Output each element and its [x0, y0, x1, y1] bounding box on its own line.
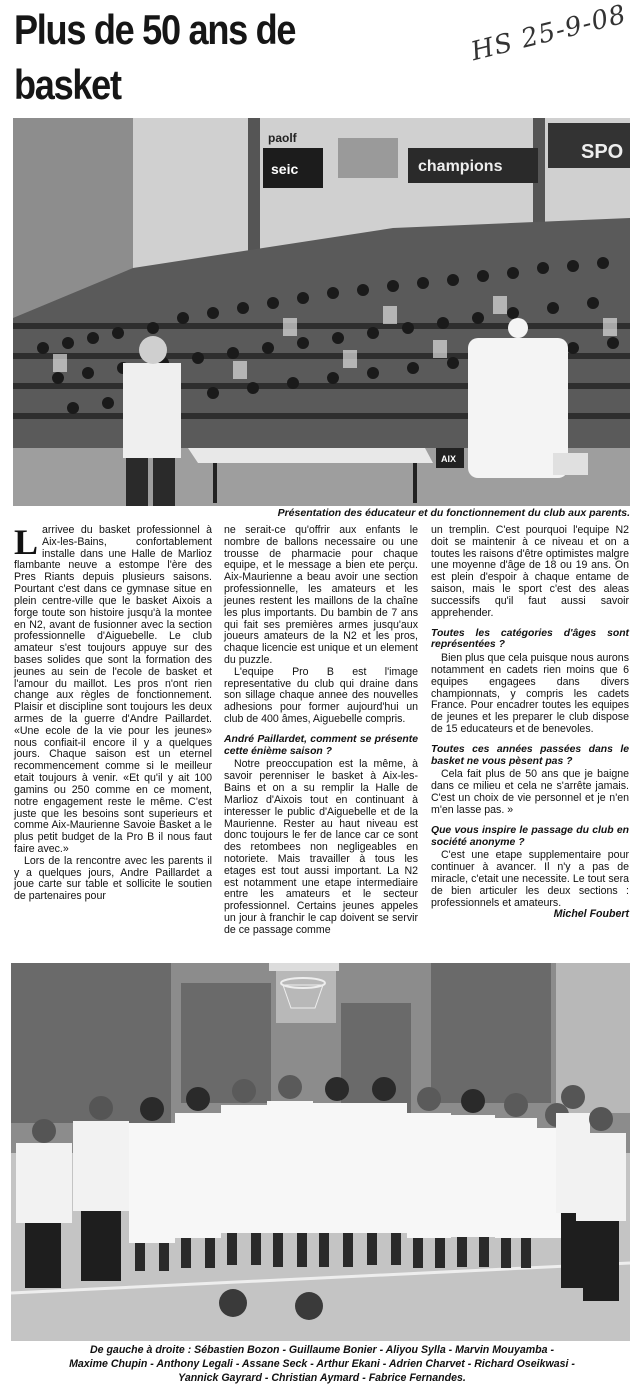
caption-line-3: Yannick Gayrard - Christian Aymard - Fabrice Fernandes.	[178, 1372, 466, 1384]
caption-line-2: Maxime Chupin - Anthony Legali - Assane Seck - Arthur Ekani - Adrien Charvet - Richard Oseikwasi -	[69, 1358, 575, 1370]
interview-question: Que vous inspire le passage du club en société anonyme ?	[431, 824, 629, 848]
banner-champions: champions	[418, 158, 503, 175]
team-photo	[11, 963, 630, 1341]
drop-cap: L	[14, 522, 39, 562]
team-lineup-illustration	[11, 963, 630, 1341]
interview-question: Toutes les catégories d'âges sont représentées ?	[431, 627, 629, 651]
interview-question: Toutes ces années passées dans le basket ne vous pèsent pas ?	[431, 743, 629, 767]
paragraph: C'est une etape supplementaire pour continuer à avancer. Il n'y a pas de miracle, c'etait une necessite. Le tout sera de bien articuler les deux sections : professionnels et amateurs.	[431, 849, 629, 909]
interview-question: André Paillardet, comment se présente cette énième saison ?	[224, 733, 418, 757]
paragraph: Lors de la rencontre avec les parents il y a quelques jours, Andre Paillardet a joue carte sur table et sollicite le soutien de partenaires pour	[14, 854, 212, 903]
paragraph: ne serait-ce qu'offrir aux enfants le nombre de ballons necessaire ou une trousse de pharmacie pour chaque equipe, et le message a bien ete perçu. Aix-Maurienne a beau avoir une section professionnelle, les amateurs et les jeunes restent les maillons de la chaîne les plus importants. Du bambin de 7 ans qui fait ses premières armes jusqu'aux joueurs amateurs de la N2 et les pros, chaque licencie est unique et un element du puzzle.	[224, 524, 418, 666]
team-photo-caption	[14, 1343, 630, 1385]
paragraph: Cela fait plus de 50 ans que je baigne dans ce milieu et cela ne s'arrête jamais. C'est un choix de vie personnel et je n'en m'en lasse pas. »	[431, 768, 629, 816]
intro-paragraph: Larrivee du basket professionnel à Aix-les-Bains, confortablement installe dans une Halle de Marlioz flambante neuve a estompe l'ère des Pres Riants depuis plusieurs saisons. Pourtant c'est dans ce gymnase situe en plein centre-ville que le basket Aixois a forge toute son histoire jusqu'à la montee en N2, avant de fusionner avec la section professionnelle d'Aiguebelle. Le club amateur s'est toujours appuye sur des bases solides que sont la formation des jeunes au sein de l'ecole de basket et l'amour du maillot. Les pros n'ont rien change aux règles de fonctionnement. Plaisir et discipline sont toujours les deux armes de la guerre d'Andre Paillardet. «Une ecole de la vie pour les jeunes» nous confiait-il encore il y a quelques jours. Chaque saison est un eternel recommencement comme si le meilleur etait toujours à venir. «Et qu'il y ait 100 gamins ou 250 comme en ce moment, notre engagement reste le même. C'est juste que les besoins sont superieurs et comme Aix-Maurienne Savoie Basket a le plus petit budget de la Pro B il nous faut faire avec.»	[14, 522, 212, 855]
author-signature: Michel Foubert	[553, 908, 629, 921]
article-column-2	[224, 525, 418, 937]
paragraph: L'equipe Pro B est l'image representative du club qui draine dans son sillage chaque annee des nouvelles adhesions pour former aujourd'hui un club de 400 âmes, Aiguebelle compris.	[224, 665, 418, 725]
article-column-1	[14, 522, 212, 903]
paragraph: Notre preoccupation est la même, à savoir perenniser le basket à Aix-les-Bains et on a su remplir la Halle de Marlioz d'Aixois tout en continuant à interesser le public d'Aiguebelle et de la Maurienne. Rester au haut niveau est donc toujours le fer de lance car ce sont des retombees non negligeables en notoriete. Mais travailler à tous les etages est tout aussi important. La N2 est notamment une etape intermediaire entre les amateurs et le secteur professionnel. Certains jeunes appeles un jour à franchir le cap doivent se servir de ce passage comme	[224, 758, 418, 936]
banner-spo: SPO	[581, 141, 624, 163]
caption-line-1: De gauche à droite : Sébastien Bozon - Guillaume Bonier - Aliyou Sylla - Marvin Mouyamba -	[89, 1344, 555, 1356]
sign-aix: AIX	[441, 454, 457, 464]
banner-paolf: paolf	[268, 131, 297, 145]
paragraph: Bien plus que cela puisque nous aurons notamment en cadets rien moins que 6 equipes engagees dans divers championnats, y compris les cadets France. Pour encadrer toutes les equipes de jeunes et les preparer le club dispose de 15 educateurs et de benevoles.	[431, 652, 629, 735]
headline-line-1: Plus de 50 ans de basket	[14, 6, 296, 108]
handwritten-date-note: HS 25-9-08	[468, 0, 630, 68]
paragraph: un tremplin. C'est pourquoi l'equipe N2 doit se maintenir à ce niveau et on a toutes les raisons d'être optimistes malgre une moyenne d'âge de 18 ou 19 ans. On est plein d'espoir à chaque entame de saison, mais le sport c'est des aleas successifs qu'il faut aussi savoir apprehender.	[431, 524, 629, 619]
parents-meeting-illustration	[13, 118, 630, 506]
top-photo-caption: Présentation des éducateur et du fonctionnement du club aux parents.	[277, 507, 630, 519]
article-column-3	[431, 525, 629, 921]
parents-meeting-photo	[13, 118, 630, 506]
banner-seic: seic	[271, 161, 299, 177]
